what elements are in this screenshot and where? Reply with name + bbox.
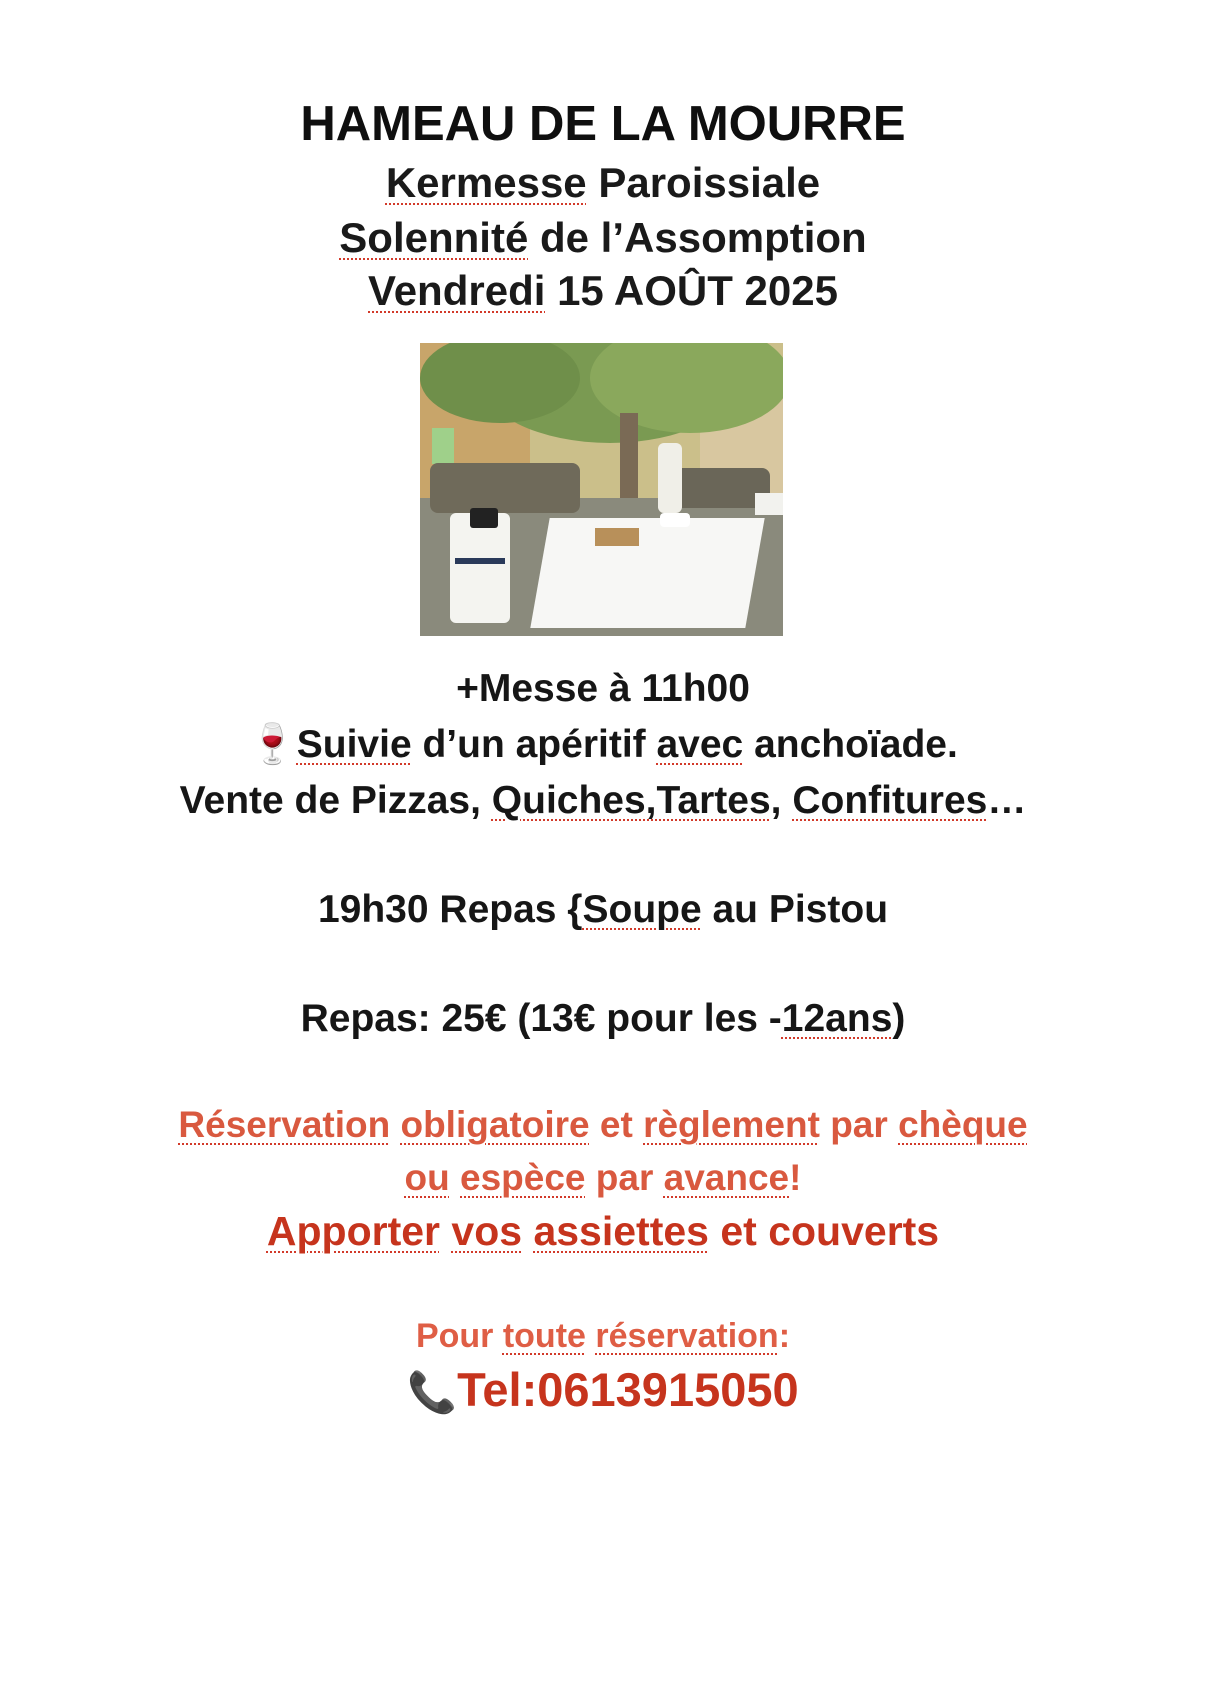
telephone-icon: 📞 [407,1371,458,1415]
phone-number: Tel:0613915050 [457,1363,799,1416]
wine-glass-icon: 🍷 [248,723,297,766]
dinner-line: 19h30 Repas {Soupe au Pistou [317,888,889,931]
contact-label: Pour toute réservation: [415,1317,791,1355]
price-line: Repas: 25€ (13€ pour les -12ans) [300,997,906,1040]
reservation-notice: Réservation obligatoire et règlement par chèque [178,1104,1028,1145]
sale-line: Vente de Pizzas, Quiches,Tartes, Confitures… [179,779,1027,822]
event-feast: Solennité de l’Assomption [339,214,867,261]
mass-photo [420,343,783,636]
aperitif-line: 🍷Suivie d’un apéritif avec anchoïade. [248,723,958,766]
bring-cutlery-notice: Apporter vos assiettes et couverts [266,1208,940,1254]
payment-notice: ou espèce par avance! [404,1157,802,1198]
event-date: Vendredi 15 AOÛT 2025 [368,267,838,314]
event-name: Kermesse Paroissiale [385,159,821,206]
poster-title: HAMEAU DE LA MOURRE [300,97,906,151]
phone-line [0,1362,1206,1421]
mass-time: +Messe à 11h00 [456,667,750,710]
